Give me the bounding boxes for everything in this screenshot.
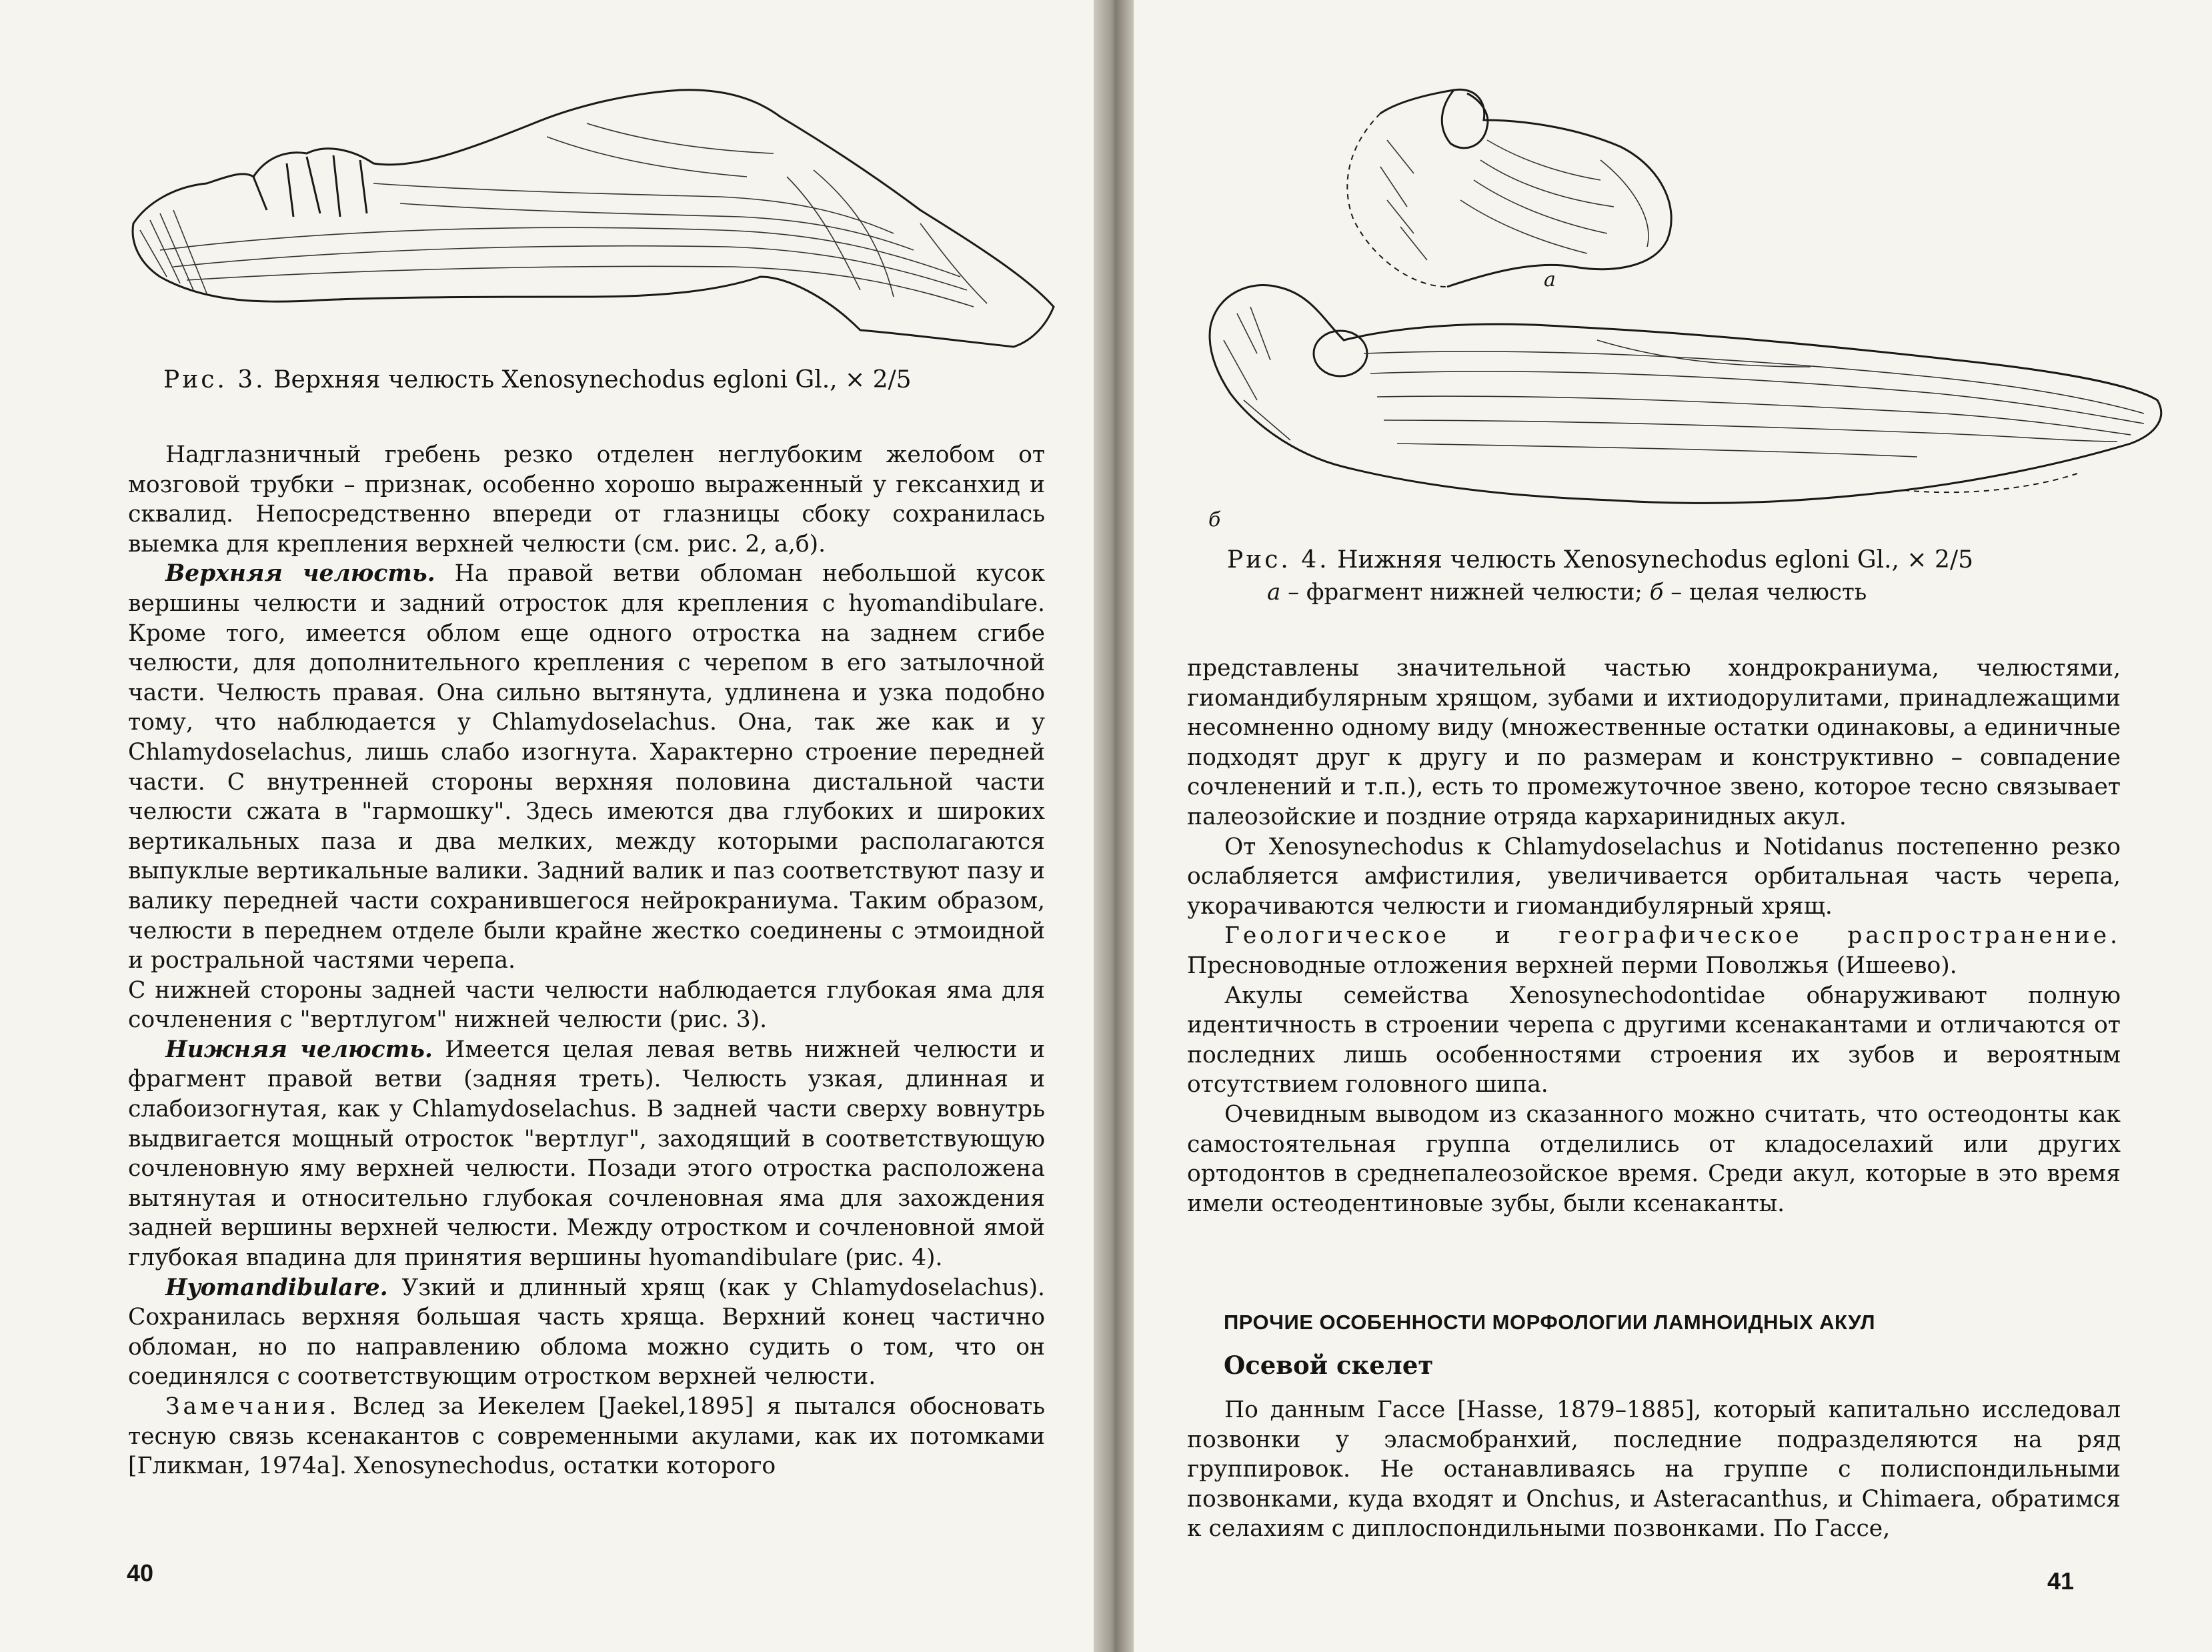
paragraph-text: Очевидным выводом из сказанного можно считать, что остеодонты как самостоятельная группа отделились от кладоселахий или других ортодонтов в среднепалеозойское время. Среди акул, которые в это время имели остеодентиновые зубы, были ксенаканты. [1187,1100,2121,1217]
paragraph [1187,654,2121,832]
paragraph-lead: Геологическое и географическое распространение. [1224,922,2121,950]
paragraph [128,1035,1045,1273]
paragraph-text: Акулы семейства Xenosynechodontidae обнаруживают полную идентичность в строении черепа с другими ксенакантами и отличаются от последних лишь особенностями строения их зубов и вероятным отсутствием головного шипа. [1187,982,2121,1098]
figure-4-label-a: а [1544,268,1556,291]
right-page-body-2 [1187,1395,2121,1544]
paragraph [1187,1100,2121,1218]
figure-3-upper-jaw-drawing [120,77,1067,357]
figure-3-caption-text: Верхняя челюсть Xenosynechodus egloni Gl., × 2/5 [273,366,912,393]
figure-4-caption-prefix: Рис. 4. [1227,546,1330,574]
paragraph [128,559,1045,975]
left-page [0,0,1094,1652]
paragraph-text: представлены значительной частью хондрокраниума, челюстями, гиомандибулярным хрящом, зубами и ихтиодорулитами, принадлежащими несомненно одному виду (множественные остатки одинаковы, а единичные подходят друг к другу и по размерам и конструктивно – совпадение сочленений и т.п.), есть то промежуточное звено, которое тесно связывает палеозойские и поздние отряда кархаринидных акул. [1187,655,2121,830]
right-page-body [1187,654,2121,1218]
paragraph [128,440,1045,559]
book-gutter [1094,0,1134,1652]
lower-jaw-illustration [1197,267,2181,534]
paragraph-text: С нижней стороны задней части челюсти наблюдается глубокая яма для сочленения с "вертлугом" нижней челюсти (рис. 3). [128,976,1045,1034]
figure-3-caption-prefix: Рис. 3. [163,366,266,393]
paragraph-text: Надглазничный гребень резко отделен неглубоким желобом от мозговой трубки – признак, особенно хорошо выраженный у гексанхид и сквалид. Непосредственно впереди от глазницы сбоку сохранилась выемка для крепления верхней челюсти (см. рис. 2, а,б). [128,442,1045,558]
paragraph [1187,981,2121,1100]
figure-4-caption-text: Нижняя челюсть Xenosynechodus egloni Gl., × 2/5 [1337,546,1973,574]
legend-text-b: – целая челюсть [1663,579,1867,606]
section-heading: ПРОЧИЕ ОСОБЕННОСТИ МОРФОЛОГИИ ЛАМНОИДНЫХ АКУЛ [1224,1311,1876,1334]
subsection-heading: Осевой скелет [1224,1351,1434,1380]
paragraph-lead: Нижняя челюсть. [165,1036,433,1063]
right-page [1134,0,2212,1652]
left-page-body [128,440,1045,1481]
legend-text-a: – фрагмент нижней челюсти; [1280,579,1650,606]
paragraph [128,976,1045,1035]
figure-4-caption [1227,546,1973,575]
figure-3-caption [163,365,912,395]
paragraph-text: Вслед за Иекелем [Jaekel,1895] я пытался обосновать тесную связь ксенакантов с современными акулами, как их потомками [Гликман, 1974а]. Xenosynechodus, остатки которого [128,1393,1045,1480]
legend-letter-a: а [1267,579,1281,606]
paragraph [1187,832,2121,922]
paragraph [128,1273,1045,1392]
paragraph-lead: Верхняя челюсть. [165,560,435,588]
page-number-left: 40 [127,1559,154,1587]
paragraph [1187,921,2121,980]
page-number-right: 41 [2047,1567,2075,1595]
paragraph-lead: Hyomandibulare. [165,1274,388,1301]
paragraph-lead: Замечания. [165,1393,340,1420]
figure-4b-whole-jaw-drawing [1197,267,2181,534]
paragraph [1187,1395,2121,1544]
paragraph [128,1392,1045,1481]
figure-4-caption-legend [1267,579,1867,606]
paragraph-text: На правой ветви обломан небольшой кусок вершины челюсти и задний отросток для крепления с hyomandibulare. Кроме того, имеется облом еще одного отростка на заднем сгибе челюсти, для дополнительного крепления с черепом в его затылочной части. Челюсть правая. Она сильно вытянута, удлинена и узка подобно тому, что наблюдается у Chlamydoselachus. Она, так же как и у Chlamydoselachus, лишь слабо изогнута. Характерно строение передней части. С внутренней стороны верхняя половина дистальной части челюсти сжата в "гармошку". Здесь имеются два глубоких и широких вертикальных паза и два мелких, между которыми располагаются выпуклые вертикальные валики. Задний валик и паз соответствуют пазу и валику передней части сохранившегося нейрокраниума. Таким образом, челюсти в переднем отделе были крайне жестко соединены с этмоидной и ростральной частями черепа. [128,560,1046,974]
paragraph-text: Узкий и длинный хрящ (как у Chlamydoselachus). Сохранилась верхняя большая часть хряща. Верхний конец частично обломан, но по направлению облома можно судить о том, что он соединялся с соответствующим отростком верхней челюсти. [128,1274,1046,1391]
figure-4-label-b: б [1208,508,1221,532]
legend-letter-b: б [1649,579,1664,606]
paragraph-text: Имеется целая левая ветвь нижней челюсти и фрагмент правой ветви (задняя треть). Челюсть узкая, длинная и слабоизогнутая, как у Chlamydoselachus. В задней части сверху вовнутрь выдвигается мощный отросток "вертлуг", заходящий в соответствующую сочленовную яму верхней челюсти. Позади этого отростка расположена вытянутая и относительно глубокая сочленовная яма для захождения задней вершины верхней челюсти. Между отростком и сочленовной ямой глубокая впадина для принятия вершины hyomandibulare (рис. 4). [128,1036,1046,1272]
paragraph-text: Пресноводные отложения верхней перми Поволжья (Ишеево). [1187,952,1957,979]
paragraph-text: По данным Гассе [Hasse, 1879–1885], который капитально исследовал позвонки у эласмобранхий, последние подразделяются на ряд группировок. Не останавливаясь на группе с полиспондильными позвонками, куда входят и Onchus, и Asteracanthus, и Chimaera, обратимся к селахиям с диплоспондильными позвонками. По Гассе, [1187,1397,2121,1543]
paragraph-text: От Xenosynechodus к Chlamydoselachus и Notidanus постепенно резко ослабляется амфистилия, увеличивается орбитальная часть черепа, укорачиваются челюсти и гиомандибулярный хрящ. [1187,833,2121,920]
upper-jaw-illustration [120,77,1067,357]
